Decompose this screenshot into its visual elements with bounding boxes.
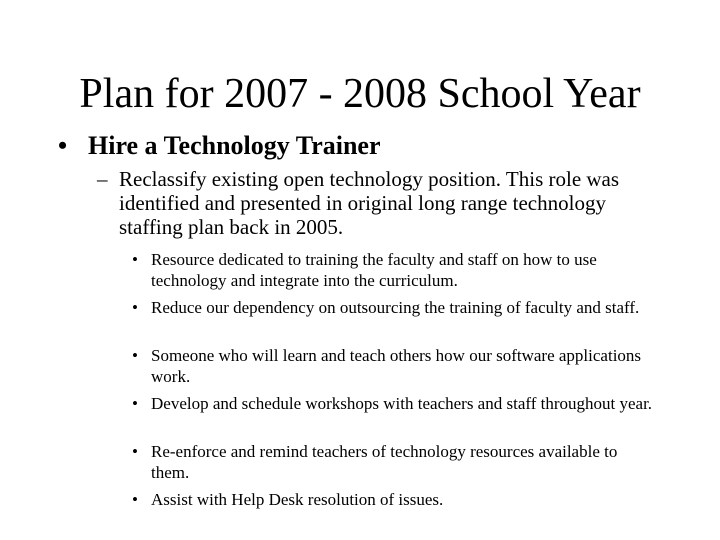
bullet-icon: •	[132, 250, 138, 269]
bullet-icon: •	[132, 442, 138, 461]
level3-text: Re-enforce and remind teachers of technology resources available to them.	[151, 442, 618, 482]
bullet-icon: •	[132, 298, 138, 317]
level3-text: Resource dedicated to training the faculty and staff on how to use technology and integrate into the curriculum.	[151, 250, 597, 290]
level1-text: Hire a Technology Trainer	[88, 131, 381, 160]
slide-title: Plan for 2007 - 2008 School Year	[79, 71, 641, 117]
level3-text: Assist with Help Desk resolution of issues.	[151, 490, 444, 509]
dash-icon: –	[97, 167, 108, 191]
bullet-icon: •	[58, 131, 68, 160]
bullet-icon: •	[132, 394, 138, 413]
bullet-icon: •	[132, 490, 138, 509]
bullet-icon: •	[132, 346, 138, 365]
level3-text: Develop and schedule workshops with teachers and staff throughout year.	[151, 394, 653, 413]
level3-text: Reduce our dependency on outsourcing the training of faculty and staff.	[151, 298, 640, 317]
level3-text: Someone who will learn and teach others how our software applications work.	[151, 346, 642, 386]
level2-text: Reclassify existing open technology position. This role was identified and presented in original long range technology staffing plan back in 2005.	[119, 167, 620, 239]
